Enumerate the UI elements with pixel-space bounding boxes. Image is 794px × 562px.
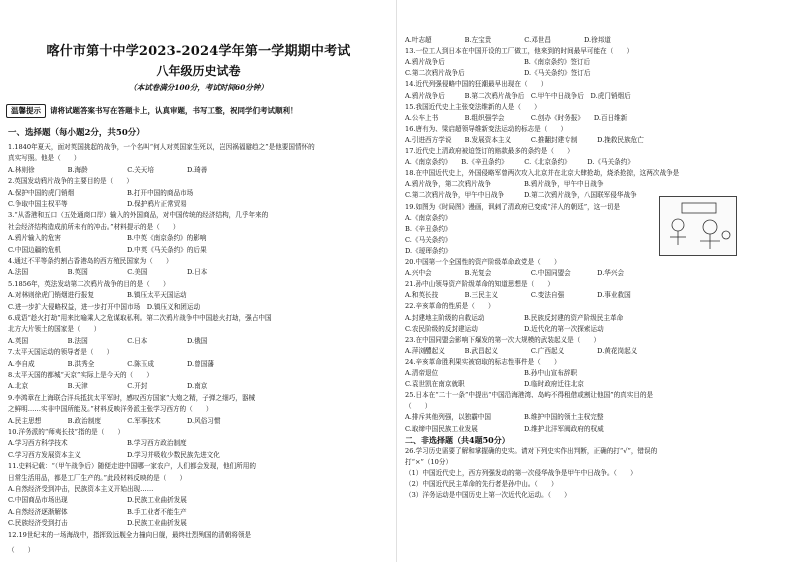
question-line: A.鸦片战争后 B.《南京条约》签订后 — [405, 58, 591, 67]
question-line: 14.近代列强侵略中国的狂潮最早出现在（ ） — [405, 80, 548, 89]
question-line: 社会经济结构造成前所未有的冲击。”材料提示的是（ ） — [8, 222, 180, 231]
question-line: A.排斥其他列强，以独霸中国 B.维护中国的领土主权完整 — [405, 413, 604, 422]
question-line: C.中国商品市场出现 D.民族工业曲折发展 — [8, 496, 187, 505]
question-line: 16.唐有为、梁启超领导维新变法运动的标志是（ ） — [405, 124, 568, 133]
question-line: C.中国边疆的危机 D.中英《马关条约》的后果 — [8, 245, 207, 254]
question-line: C.农民阶级的反封建运动 D.近代化的第一次探索运动 — [405, 324, 604, 333]
question-line: 13.一位工人到日本在中国开设的工厂做工，他来到的时间最早可能在（ ） — [405, 47, 634, 56]
question-line: （3）洋务运动是中国历史上第一次近代化运动。（ ） — [405, 491, 571, 500]
question-line: A.北京 B.天津 C.开封 D.南京 — [8, 382, 208, 391]
question-line: 真实写照。他是（ ） — [8, 154, 81, 163]
question-line: A.林则徐 B.海龄 C.关天培 D.琦善 — [8, 165, 208, 174]
question-line: 17.近代史上清政府被迫签订的赔款最多的条约是（ ） — [405, 147, 574, 155]
question-line: A.保护中国的虎门销烟 B.打开中国的商品市场 — [8, 188, 194, 197]
question-line: A.李自成 B.洪秀全 C.陈玉成 D.曾国藩 — [8, 359, 214, 368]
question-line: 8.太平天国的都城“天京”实际上是今天的（ ） — [8, 371, 153, 379]
question-line: 2.英国发动鸦片战争的主要目的是（ ） — [8, 177, 133, 186]
reminder-badge: 温馨提示 — [6, 104, 46, 118]
question-line: C.《马关条约》 — [405, 235, 452, 244]
question-line: 15.我国近代史上主张变法维新的人是（ ） — [405, 102, 541, 111]
column-divider — [396, 0, 397, 562]
question-line: A.英国 B.法国 C.日本 D.俄国 — [8, 336, 208, 345]
question-line: C.取缔中国民族工业发展 D.维护北洋军阀政府的权威 — [405, 424, 604, 433]
question-line: A.封建地主阶级的自救运动 B.民族反封建的资产阶级民主革命 — [405, 313, 624, 322]
section-1-title: 一、选择题（每小题2分，共50分） — [8, 128, 145, 138]
question-line: 11.史料记载：“（甲午战争后）随便走进中国哪一家农户，人们都会发现，他们所用的 — [8, 462, 256, 471]
reminder-text: 请将试题答案书写在答题卡上，认真审题，书写工整，祝同学们考试顺利！ — [50, 106, 298, 115]
question-line: 北方大片领土的国家是（ ） — [8, 325, 101, 334]
question-line: 二、非选择题（共4题50分） — [405, 434, 510, 445]
question-line: C.袁世凯在南京就职 D.临时政府迁往北京 — [405, 380, 584, 389]
question-line: （2）中国近代民主革命的先行者是孙中山。（ ） — [405, 480, 558, 488]
question-line: 25.日本在“二十一条”中提出“中国沿海港湾、岛屿不得租借或割让他国”的真实目的是 — [405, 391, 654, 400]
question-line: A.法国 B.英国 C.美国 D.日本 — [8, 268, 208, 277]
question-line: 4.通过不平等条约割占香港岛的西方殖民国家为（ ） — [8, 257, 173, 265]
question-line: A.自然经济受到冲击，民族资本主义开始出现…… — [8, 485, 154, 493]
question-line: A.自然经济逐渐解体 B.手工业者不能生产 — [8, 507, 187, 516]
question-line: C.学习西方发展资本主义 D.学习并吸收少数民族先进文化 — [8, 450, 220, 459]
question-line: A.鸦片输入的危害 B.中英《南京条约》的影响 — [8, 234, 207, 243]
question-line: C.第二次鸦片战争，甲午中日战争 D.第二次鸦片战争，八国联军侵华战争 — [405, 191, 637, 200]
question-line: C.争取中国主权平等 D.保护鸦片正常贸易 — [8, 200, 187, 208]
question-line: 1.1840年夏天，面对英国挑起的战争，一个名叫“何人对英国家生死以，岂因祸福避趋之”是他要国情怀的 — [8, 143, 315, 151]
cartoon-image — [659, 196, 737, 256]
question-line: A.兴中会 B.光复会 C.中国同盟会 D.华兴会 — [405, 269, 625, 278]
question-line: B.《辛丑条约》 — [405, 224, 452, 233]
reminder-bar — [6, 104, 391, 118]
question-line: 9.李鸿章在上海联合洋兵抵抗太平军时，感叹西方国家“大炮之精，子弹之细巧，器械 — [8, 393, 256, 402]
question-line: 22.辛亥革命的性质是（ ） — [405, 302, 495, 311]
question-line: A.鸦片战争，第二次鸦片战争 B.鸦片战争，甲午中日战争 — [405, 180, 604, 189]
question-line: C.第二次鸦片战争后 D.《马关条约》签订后 — [405, 69, 591, 78]
question-line: A.清帝退位 B.孙中山宣布辞职 — [405, 369, 578, 377]
question-line: 7.太平天国运动的领导者是（ ） — [8, 348, 114, 357]
right-column — [399, 0, 792, 562]
question-line: A.引进西方学说 B.发展资本主义 C.推翻封建专制 D.挽救民族危亡 — [405, 135, 644, 144]
question-line: 6.成语“趁火打劫”用来比喻乘人之危谋取私利。第二次鸦片战争中中国趁火打劫，强占中国 — [8, 314, 272, 322]
question-line: A.公车上书 B.组织强学会 C.创办《时务报》 D.百日维新 — [405, 113, 628, 122]
question-line: （1）中国近代史上，西方列强发动的第一次侵华战争是甲午中日战争。（ ） — [405, 468, 637, 477]
question-line: A.叶志超 B.左宝贵 C.邓世昌 D.徐邦道 — [405, 36, 611, 44]
question-line: 之鲜明……实非中国所能及。”材料反映洋务派主张学习西方的（ ） — [8, 405, 213, 414]
question-line: （ ） — [405, 402, 432, 411]
question-line: 日常生活用品，都是工厂生产的。”此段材料反映的是（ ） — [8, 473, 187, 482]
question-line: 5.1856年，英法发动第二次鸦片战争的目的是（ ） — [8, 279, 170, 288]
exam-info: （本试卷满分100分，考试时间60分钟） — [129, 83, 268, 92]
question-line: D.《瑷珲条约》 — [405, 246, 452, 255]
question-line: A.民主思想 B.政治制度 C.军事技术 D.风俗习惯 — [8, 416, 221, 425]
answer-bracket: （ ） — [8, 546, 35, 554]
exam-title: 喀什市第十中学2023-2024学年第一学期期中考试 — [46, 44, 351, 59]
question-line: A.萍浏醴起义 B.武昌起义 C.广西起义 D.黄花岗起义 — [405, 346, 638, 355]
question-line: A.《南京条约》 — [405, 213, 452, 222]
question-line: 19.如图为《时局图》漫画，讽刺了清政府已变成“洋人的朝廷”，这一切是 — [405, 202, 621, 211]
question-line: 打“×”（10分） — [405, 457, 453, 466]
cartoon-drawing — [660, 197, 736, 255]
question-line: 21.孙中山领导资产阶级革命的知道思想是（ ） — [405, 280, 554, 289]
question-line: 24.辛亥革命胜利果实被窃取的标志性事件是（ ） — [405, 357, 561, 366]
question-line: C.进一步扩大侵略权益，进一步打开中国市场 D.镇压义和团运动 — [8, 302, 201, 311]
question-line: C.民族经济受到打击 D.民族工业曲折发展 — [8, 519, 187, 528]
left-column — [2, 0, 395, 562]
question-line: 23.在中国同盟会影响下爆发的第一次大规模的武装起义是（ ） — [405, 335, 601, 344]
question-line: A.学习西方科学技术 B.学习西方政治制度 — [8, 439, 187, 448]
question-line: 12.19世纪末的一场海战中，指挥致远舰全力撞向日舰，最终壮烈殉国的清朝将领是 — [8, 530, 252, 539]
question-line: 26.学习历史需要了解和掌握确的史实。请对下列史实作出判断，正确的打“√”，错误的 — [405, 446, 658, 455]
question-line: A.和英长技 B.三民主义 C.变法自强 D.事业救国 — [405, 291, 631, 300]
question-line: A.鸦片战争后 B.第二次鸦片战争后 C.甲午中日战争后 D.虎门销烟后 — [405, 91, 631, 100]
question-line: A.《南京条约》 B.《辛丑条约》 C.《北京条约》 D.《马关条约》 — [405, 158, 634, 167]
question-line: 18.在中国近代史上，外国侵略军曾两次攻入北京并在北京大肆抢劫，烧杀抢掠，这两次战争是 — [405, 169, 680, 178]
exam-subtitle: 八年级历史试卷 — [156, 64, 241, 78]
question-line: 20.中国第一个全国性的资产阶级革命政党是（ ） — [405, 258, 561, 266]
question-line: 10.洋务派的“师夷长技”指的是（ ） — [8, 428, 125, 436]
question-line: 3.“从香港和五口（五处通商口岸）输入的外国商品，对中国传统的经济结构，几乎年来的 — [8, 211, 269, 220]
question-line: A.对林则徐虎门销烟进行报复 B.镇压太平天国运动 — [8, 291, 187, 300]
